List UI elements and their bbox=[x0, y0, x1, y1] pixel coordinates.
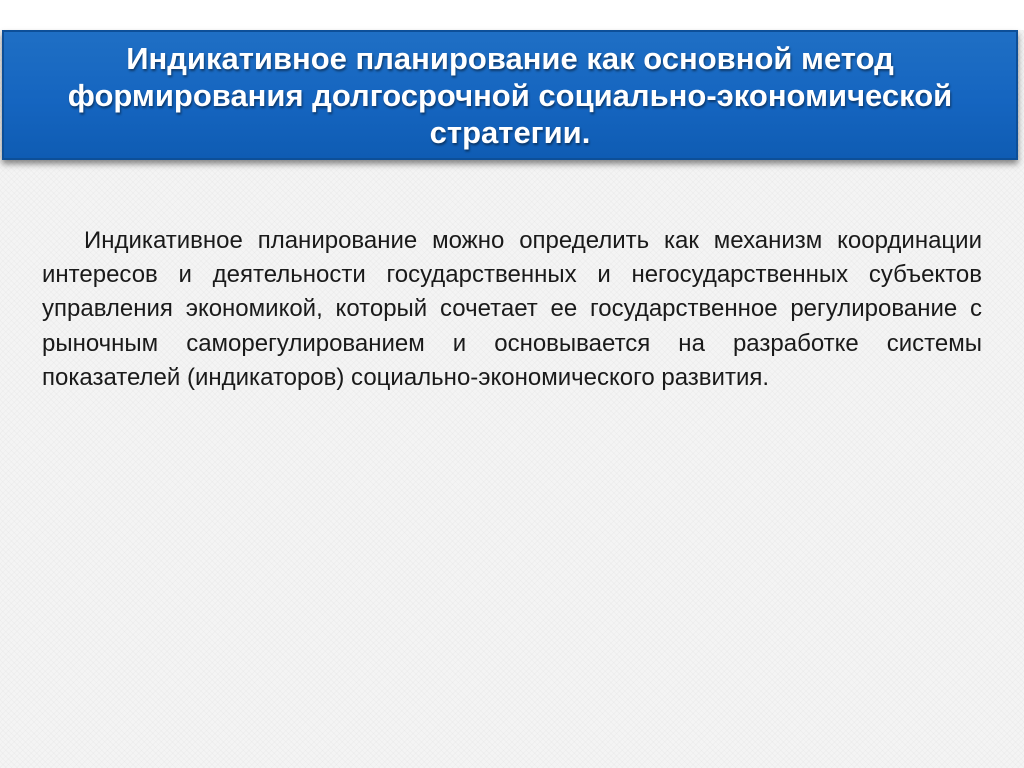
title-banner bbox=[2, 30, 1018, 160]
top-strip bbox=[0, 0, 1024, 30]
body-paragraph: Индикативное планирование можно определить как механизм координации интересов и деятельности государственных и негосударственных субъектов управления экономикой, который сочетает ее государственное регулирование с рыночным саморегулированием и основывается на разработке системы показателей (индикаторов) социально-экономического развития. bbox=[42, 227, 982, 391]
slide-title: Индикативное планирование как основной метод формирования долгосрочной социально-экономической стратегии. bbox=[67, 40, 953, 150]
body-block bbox=[42, 224, 982, 395]
